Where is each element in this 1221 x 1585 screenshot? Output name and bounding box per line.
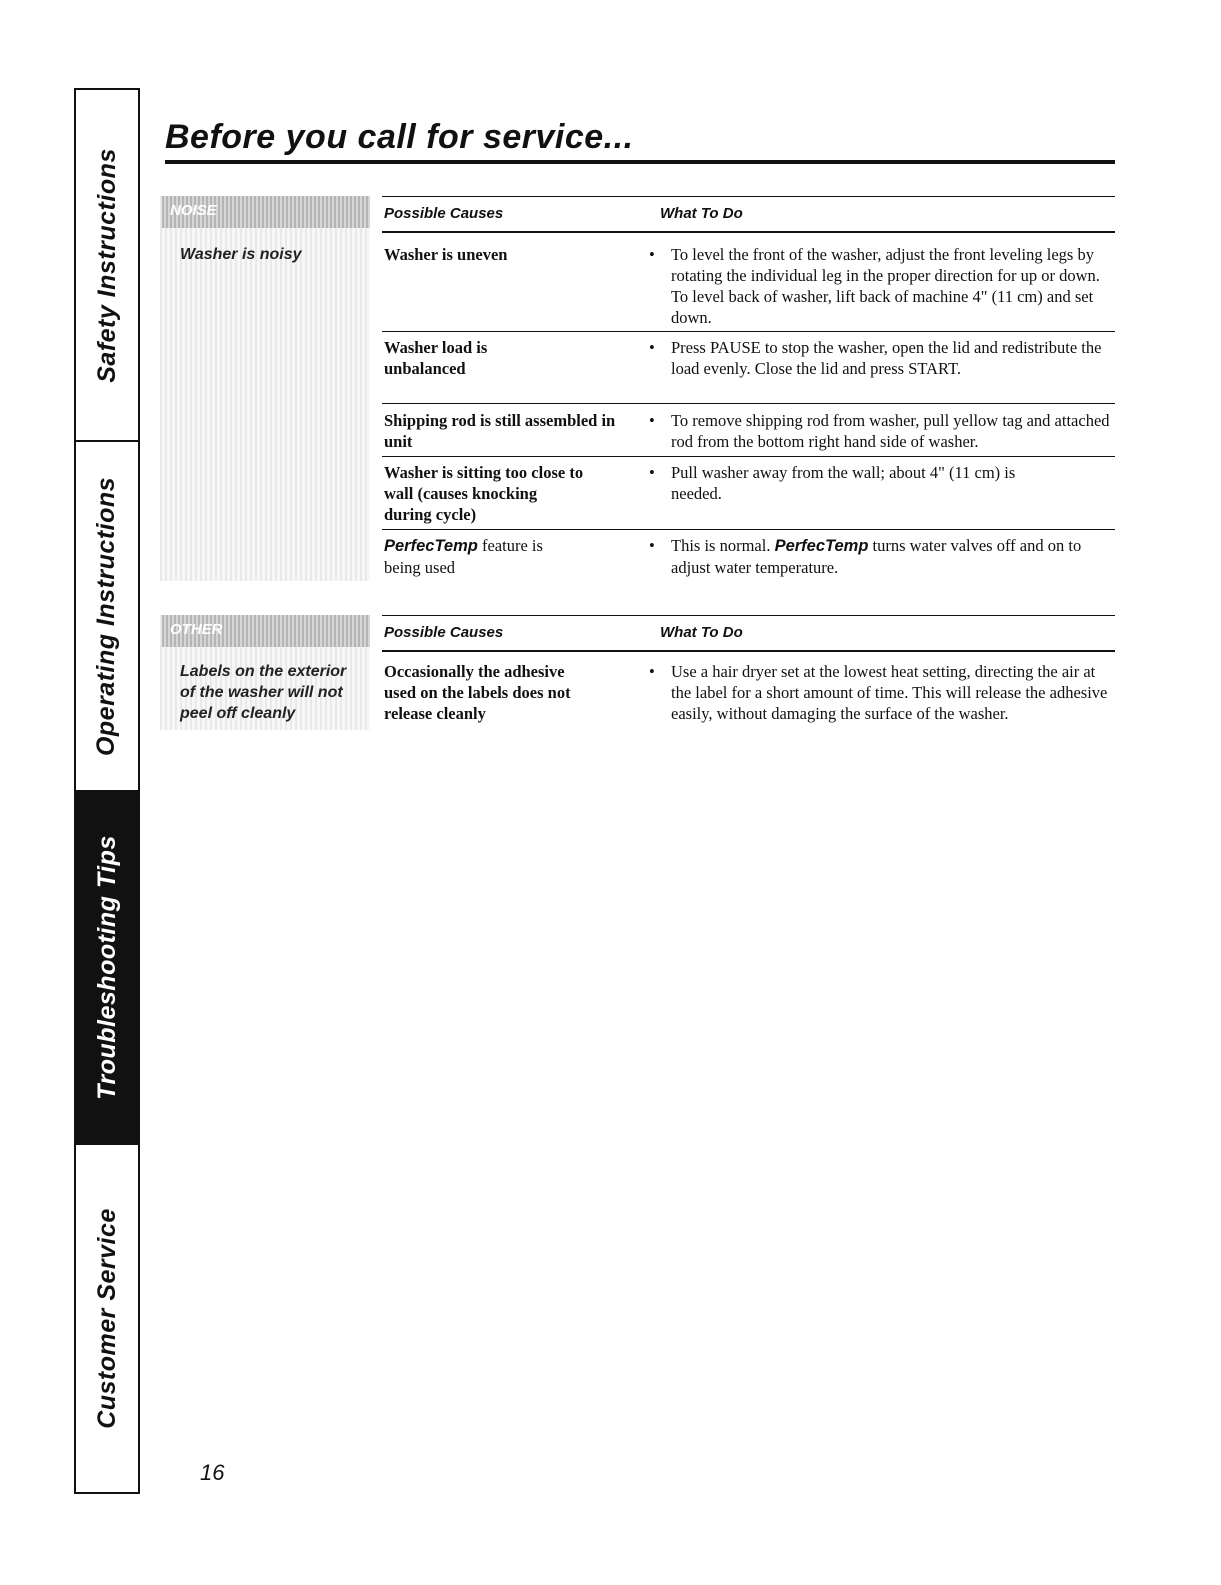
brand-perfectemp: PerfecTemp <box>384 537 478 555</box>
todo-text: • To remove shipping rod from washer, pull yellow tag and attached rod from the bottom right hand side of washer. <box>649 411 1110 451</box>
page-title: Before you call for service... <box>165 118 634 156</box>
bullet-icon: • <box>649 536 655 555</box>
table-row <box>382 337 1115 400</box>
column-header-todo: What To Do <box>660 624 743 641</box>
tab-troubleshooting-tips[interactable]: Troubleshooting Tips <box>76 790 138 1145</box>
row-divider <box>382 456 1115 457</box>
todo-text: • Pull washer away from the wall; about 4" (11 cm) is needed. <box>649 463 1016 503</box>
brand-perfectemp: PerfecTemp <box>774 537 869 555</box>
header-rule-top <box>382 196 1115 197</box>
row-divider <box>382 403 1115 404</box>
row-divider <box>382 529 1115 530</box>
todo-text: • Press PAUSE to stop the washer, open the lid and redistribute the load evenly. Close the lid and press START. <box>649 338 1102 378</box>
table-row <box>382 462 1115 525</box>
column-header-causes: Possible Causes <box>384 624 504 641</box>
row-divider <box>382 331 1115 332</box>
table-row <box>382 410 1115 452</box>
category-label: OTHER <box>162 615 370 647</box>
tab-safety-instructions[interactable]: Safety Instructions <box>92 147 121 383</box>
cause-text: Washer is uneven <box>384 245 508 264</box>
todo-text: • Use a hair dryer set at the lowest heat setting, directing the air at the label for a short amount of time. This will release the adhesive easily, without damaging the surface of the washer. <box>649 662 1108 723</box>
problem-title: Washer is noisy <box>180 246 302 263</box>
title-rule <box>165 160 1115 164</box>
header-rule-top <box>382 615 1115 616</box>
bullet-icon: • <box>649 338 655 357</box>
cause-text: Washer is sitting too close to wall (causes knocking during cycle) <box>384 463 584 524</box>
tab-operating-instructions[interactable]: Operating Instructions <box>92 476 121 756</box>
troubleshooting-section-other <box>160 615 1115 755</box>
cause-text: PerfecTemp feature is being used <box>384 536 543 577</box>
table-row <box>382 535 1115 577</box>
header-rule-bottom <box>382 231 1115 233</box>
table-row <box>382 661 1115 745</box>
column-header-todo: What To Do <box>660 205 743 222</box>
problem-title: Labels on the exterior of the washer will not peel off cleanly <box>180 663 347 722</box>
category-label: NOISE <box>162 196 370 228</box>
header-rule-bottom <box>382 650 1115 652</box>
todo-text: • This is normal. PerfecTemp turns water valves off and on to adjust water temperature. <box>649 536 1082 577</box>
bullet-icon: • <box>649 411 655 430</box>
table-row <box>382 244 1115 328</box>
column-header-causes: Possible Causes <box>384 205 504 222</box>
cause-text: Occasionally the adhesive used on the labels does not release cleanly <box>384 662 571 723</box>
cause-text: Shipping rod is still assembled in unit <box>384 411 616 451</box>
bullet-icon: • <box>649 463 655 482</box>
cause-text: Washer load is unbalanced <box>384 338 488 378</box>
troubleshooting-section-noise <box>160 196 1115 586</box>
bullet-icon: • <box>649 245 655 264</box>
bullet-icon: • <box>649 662 655 681</box>
page-number: 16 <box>200 1460 225 1485</box>
section-tab-bar <box>74 88 140 1494</box>
todo-text: • To level the front of the washer, adjust the front leveling legs by rotating the individual leg in the proper direction for up or down. To level back of washer, lift back of machine 4" (11 cm) and set down. <box>649 245 1100 327</box>
tab-customer-service[interactable]: Customer Service <box>92 1208 121 1429</box>
